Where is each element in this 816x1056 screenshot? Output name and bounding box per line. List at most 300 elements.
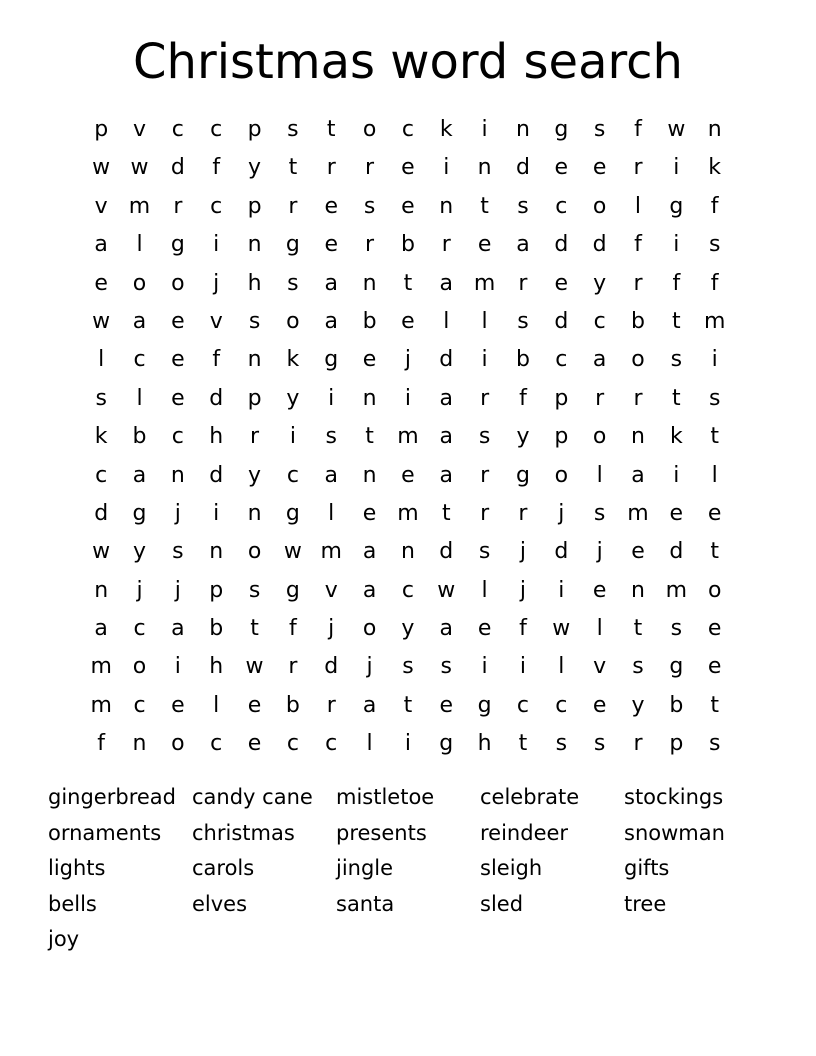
grid-letter: p — [669, 731, 684, 757]
grid-letter: e — [171, 347, 185, 373]
grid-letter: n — [707, 117, 722, 142]
grid-letter: n — [439, 193, 454, 219]
grid-letter: t — [710, 539, 719, 565]
grid-letter: b — [515, 347, 530, 373]
grid-letter: g — [477, 692, 492, 718]
grid-letter: f — [519, 385, 527, 411]
grid-letter: o — [171, 270, 185, 296]
grid-letter: e — [439, 692, 454, 718]
grid-letter: o — [247, 539, 262, 565]
grid-letter: c — [171, 117, 184, 142]
grid-letter: y — [631, 692, 645, 718]
grid-letter: s — [555, 731, 568, 757]
grid-row — [82, 648, 734, 686]
grid-letter: s — [287, 270, 299, 296]
grid-letter: y — [248, 155, 262, 181]
grid-letter: l — [366, 731, 373, 757]
grid-letter: a — [324, 462, 338, 488]
grid-letter: y — [516, 424, 530, 450]
grid-letter: r — [288, 654, 298, 680]
grid-letter: t — [710, 692, 719, 718]
grid-letter: s — [708, 731, 721, 757]
grid-letter: r — [633, 385, 643, 411]
grid-letter: a — [94, 616, 108, 642]
grid-letter: i — [213, 500, 220, 526]
grid-letter: s — [478, 539, 491, 565]
word-list — [48, 780, 788, 958]
grid-letter: c — [210, 731, 223, 757]
grid-letter: s — [632, 654, 644, 680]
grid-letter: b — [669, 692, 684, 718]
grid-letter: d — [209, 462, 224, 488]
word-list-item: mistletoe — [336, 785, 435, 809]
grid-letter: b — [285, 692, 300, 718]
grid-letter: t — [288, 155, 298, 181]
grid-letter: m — [627, 500, 649, 526]
grid-row — [82, 687, 734, 725]
grid-letter: m — [128, 193, 151, 219]
grid-letter: n — [362, 270, 377, 296]
grid-letter: a — [362, 577, 377, 603]
grid-letter: a — [439, 385, 453, 411]
grid-letter: c — [555, 193, 568, 219]
grid-letter: s — [478, 424, 491, 450]
grid-letter: p — [247, 117, 262, 142]
grid-letter: l — [711, 462, 718, 488]
grid-letter: f — [710, 270, 719, 296]
grid-letter: r — [633, 270, 643, 296]
grid-letter: f — [97, 731, 106, 757]
grid-letter: j — [596, 539, 603, 565]
grid-letter: n — [247, 347, 262, 373]
grid-letter: t — [518, 731, 528, 757]
grid-letter: e — [94, 270, 108, 296]
grid-letter: w — [245, 654, 264, 680]
grid-letter: l — [596, 616, 603, 642]
grid-letter: s — [517, 308, 529, 334]
grid-letter: y — [286, 385, 300, 411]
grid-letter: a — [439, 270, 453, 296]
grid-letter: t — [710, 424, 719, 450]
grid-letter: e — [592, 692, 607, 718]
grid-letter: n — [362, 385, 377, 411]
grid-letter: e — [477, 232, 492, 258]
letter-grid — [82, 111, 734, 764]
word-list-item: joy — [48, 927, 80, 951]
grid-letter: s — [593, 500, 606, 526]
grid-letter: d — [592, 232, 607, 258]
grid-letter: p — [94, 117, 109, 142]
grid-letter: g — [669, 193, 684, 219]
word-list-item: sled — [480, 891, 524, 916]
grid-letter: l — [98, 347, 105, 373]
word-list-item: snowman — [624, 820, 725, 845]
grid-letter: a — [132, 462, 147, 488]
page-title: Christmas word search — [133, 34, 683, 90]
grid-letter: w — [92, 539, 111, 565]
grid-letter: a — [362, 539, 377, 565]
grid-letter: c — [325, 731, 338, 757]
grid-row — [82, 265, 734, 303]
grid-letter: i — [443, 155, 450, 181]
grid-letter: p — [247, 385, 262, 411]
grid-letter: o — [707, 577, 722, 603]
grid-letter: d — [515, 155, 530, 181]
grid-letter: f — [212, 155, 221, 181]
grid-letter: i — [404, 731, 411, 757]
grid-letter: t — [403, 270, 413, 296]
word-list-item: gingerbread — [48, 785, 176, 809]
grid-letter: o — [631, 347, 645, 373]
grid-letter: c — [95, 462, 108, 488]
grid-letter: w — [92, 155, 111, 181]
grid-letter: j — [328, 616, 335, 642]
grid-letter: b — [209, 616, 224, 642]
grid-letter: d — [554, 308, 569, 334]
grid-letter: j — [136, 577, 143, 603]
grid-letter: e — [171, 385, 185, 411]
grid-letter: i — [673, 462, 680, 488]
grid-letter: c — [593, 308, 606, 334]
grid-letter: l — [136, 232, 143, 258]
grid-letter: c — [555, 692, 568, 718]
grid-letter: a — [516, 232, 530, 258]
grid-letter: e — [631, 539, 645, 565]
word-list-item: tree — [624, 891, 667, 916]
grid-letter: l — [136, 385, 143, 411]
grid-letter: i — [481, 347, 488, 373]
grid-letter: s — [325, 424, 337, 450]
grid-letter: m — [703, 308, 726, 334]
grid-letter: k — [708, 155, 722, 181]
grid-letter: j — [366, 654, 373, 680]
grid-letter: r — [633, 731, 643, 757]
grid-letter: l — [481, 577, 488, 603]
grid-letter: c — [171, 424, 184, 450]
word-list-item: elves — [192, 891, 248, 916]
grid-letter: r — [288, 193, 298, 219]
grid-letter: o — [362, 117, 377, 142]
grid-letter: o — [286, 308, 300, 334]
grid-letter: e — [707, 616, 722, 642]
grid-row — [82, 188, 734, 226]
grid-row — [82, 418, 734, 456]
grid-letter: b — [631, 308, 645, 334]
grid-letter: b — [132, 424, 147, 450]
grid-row — [82, 610, 734, 648]
grid-letter: n — [631, 577, 645, 603]
grid-letter: n — [631, 424, 645, 450]
grid-letter: b — [400, 232, 415, 258]
grid-letter: l — [596, 462, 603, 488]
grid-letter: w — [92, 308, 111, 334]
grid-letter: e — [401, 155, 415, 181]
grid-row — [82, 111, 734, 149]
grid-letter: r — [480, 500, 490, 526]
grid-letter: s — [172, 539, 184, 565]
grid-letter: f — [519, 616, 527, 642]
grid-letter: m — [320, 539, 342, 565]
grid-letter: w — [437, 577, 456, 603]
grid-letter: d — [324, 654, 339, 680]
word-list-item: celebrate — [480, 785, 580, 809]
grid-letter: r — [173, 193, 183, 219]
grid-letter: y — [593, 270, 607, 296]
grid-letter: v — [133, 117, 147, 142]
grid-letter: a — [324, 308, 338, 334]
grid-letter: d — [439, 347, 454, 373]
grid-letter: v — [209, 308, 223, 334]
grid-letter: c — [401, 117, 414, 142]
grid-letter: n — [94, 577, 109, 603]
grid-row — [82, 495, 734, 533]
grid-letter: k — [286, 347, 300, 373]
grid-letter: m — [397, 424, 419, 450]
grid-letter: k — [439, 117, 453, 142]
grid-letter: g — [285, 500, 300, 526]
grid-letter: k — [94, 424, 108, 450]
grid-letter: e — [324, 232, 338, 258]
grid-letter: s — [248, 308, 261, 334]
word-list-item: candy cane — [192, 785, 313, 809]
grid-letter: e — [592, 155, 607, 181]
grid-letter: d — [439, 539, 454, 565]
grid-letter: a — [362, 692, 377, 718]
grid-letter: a — [592, 347, 607, 373]
grid-letter: a — [439, 424, 453, 450]
grid-letter: h — [209, 654, 224, 680]
grid-letter: a — [171, 616, 185, 642]
grid-letter: p — [247, 193, 262, 219]
grid-letter: j — [519, 539, 527, 565]
grid-letter: j — [174, 577, 181, 603]
grid-letter: r — [250, 424, 260, 450]
grid-letter: t — [672, 308, 681, 334]
grid-letter: g — [285, 232, 300, 258]
word-list-item: santa — [336, 891, 395, 916]
grid-letter: w — [552, 616, 571, 642]
grid-row — [82, 380, 734, 418]
grid-letter: c — [210, 193, 223, 219]
grid-letter: t — [250, 616, 259, 642]
grid-letter: g — [439, 731, 454, 757]
grid-letter: g — [170, 232, 185, 258]
grid-letter: a — [439, 616, 453, 642]
grid-letter: g — [132, 500, 147, 526]
grid-letter: r — [480, 385, 490, 411]
grid-letter: e — [171, 692, 185, 718]
grid-letter: n — [247, 500, 262, 526]
grid-letter: m — [473, 270, 496, 296]
grid-letter: w — [283, 539, 302, 565]
word-list-item: lights — [48, 856, 106, 880]
word-list-item: jingle — [336, 856, 394, 880]
grid-letter: i — [711, 347, 718, 373]
grid-row — [82, 226, 734, 264]
grid-letter: o — [592, 193, 607, 219]
grid-letter: i — [213, 232, 220, 258]
grid-letter: t — [633, 616, 643, 642]
grid-letter: i — [519, 654, 527, 680]
grid-letter: i — [673, 155, 680, 181]
grid-letter: n — [515, 117, 530, 142]
grid-letter: o — [132, 654, 147, 680]
grid-letter: i — [289, 424, 296, 450]
grid-letter: a — [324, 270, 338, 296]
grid-letter: c — [286, 731, 299, 757]
grid-letter: d — [669, 539, 684, 565]
word-list-item: christmas — [192, 820, 295, 845]
grid-letter: l — [634, 193, 642, 219]
grid-letter: v — [593, 654, 607, 680]
grid-letter: m — [90, 654, 112, 680]
grid-letter: g — [285, 577, 300, 603]
grid-letter: e — [592, 577, 607, 603]
grid-letter: s — [670, 616, 683, 642]
grid-letter: r — [326, 692, 336, 718]
grid-letter: n — [132, 731, 147, 757]
grid-letter: j — [174, 500, 181, 526]
grid-letter: a — [94, 232, 108, 258]
grid-row — [82, 341, 734, 379]
grid-letter: y — [133, 539, 147, 565]
grid-letter: l — [443, 308, 450, 334]
grid-letter: o — [554, 462, 569, 488]
grid-row — [82, 303, 734, 341]
grid-letter: f — [289, 616, 297, 642]
word-list-item: stockings — [624, 785, 724, 809]
grid-letter: f — [634, 232, 642, 258]
word-list-item: bells — [48, 891, 97, 916]
grid-letter: t — [672, 385, 681, 411]
grid-letter: w — [667, 117, 686, 142]
grid-letter: e — [362, 500, 377, 526]
grid-letter: e — [171, 308, 185, 334]
grid-row — [82, 572, 734, 610]
grid-letter: d — [209, 385, 224, 411]
grid-letter: n — [209, 539, 224, 565]
grid-letter: v — [324, 577, 338, 603]
grid-letter: e — [401, 462, 415, 488]
grid-letter: c — [516, 692, 529, 718]
word-list-item: presents — [336, 820, 427, 845]
grid-letter: s — [363, 193, 376, 219]
grid-letter: j — [213, 270, 220, 296]
grid-letter: f — [634, 117, 642, 142]
grid-letter: n — [247, 232, 262, 258]
grid-letter: s — [440, 654, 452, 680]
grid-letter: n — [170, 462, 185, 488]
grid-letter: e — [362, 347, 377, 373]
word-list-item: reindeer — [480, 820, 569, 845]
grid-letter: l — [213, 692, 220, 718]
grid-letter: a — [439, 462, 453, 488]
grid-letter: c — [133, 347, 146, 373]
grid-letter: d — [554, 232, 569, 258]
grid-letter: i — [558, 577, 565, 603]
grid-letter: h — [209, 424, 224, 450]
grid-letter: y — [248, 462, 262, 488]
grid-letter: e — [247, 692, 262, 718]
grid-letter: h — [477, 731, 492, 757]
grid-letter: l — [481, 308, 488, 334]
grid-letter: m — [90, 692, 112, 718]
grid-letter: i — [404, 385, 411, 411]
grid-letter: i — [481, 117, 488, 142]
grid-letter: m — [397, 500, 419, 526]
grid-letter: s — [670, 347, 683, 373]
grid-letter: a — [631, 462, 645, 488]
grid-letter: e — [477, 616, 492, 642]
grid-letter: p — [554, 424, 569, 450]
grid-letter: h — [247, 270, 262, 296]
grid-letter: n — [477, 155, 492, 181]
grid-letter: r — [480, 462, 490, 488]
grid-letter: c — [210, 117, 223, 142]
grid-letter: d — [170, 155, 185, 181]
grid-letter: c — [555, 347, 568, 373]
grid-letter: c — [133, 692, 146, 718]
grid-letter: t — [480, 193, 489, 219]
grid-letter: g — [324, 347, 339, 373]
grid-letter: o — [592, 424, 607, 450]
grid-letter: e — [669, 500, 684, 526]
grid-letter: s — [593, 731, 606, 757]
grid-letter: i — [673, 232, 680, 258]
grid-letter: e — [707, 654, 722, 680]
grid-row — [82, 533, 734, 571]
grid-letter: i — [174, 654, 181, 680]
grid-row — [82, 457, 734, 495]
grid-letter: m — [665, 577, 688, 603]
grid-letter: l — [558, 654, 565, 680]
grid-letter: s — [517, 193, 529, 219]
grid-letter: s — [402, 654, 414, 680]
word-list-item: sleigh — [480, 856, 543, 880]
grid-letter: r — [518, 270, 528, 296]
word-list-item: ornaments — [48, 820, 162, 845]
grid-letter: e — [401, 308, 415, 334]
grid-letter: f — [672, 270, 681, 296]
grid-letter: r — [365, 155, 375, 181]
grid-letter: e — [247, 731, 262, 757]
grid-letter: c — [133, 616, 146, 642]
grid-row — [82, 725, 734, 763]
grid-letter: j — [404, 347, 411, 373]
grid-letter: f — [710, 193, 719, 219]
grid-letter: v — [94, 193, 108, 219]
grid-letter: p — [554, 385, 569, 411]
word-list-item: carols — [192, 856, 255, 880]
grid-letter: r — [633, 155, 643, 181]
grid-letter: s — [287, 117, 299, 142]
grid-letter: t — [326, 117, 336, 142]
grid-letter: o — [362, 616, 377, 642]
grid-letter: n — [400, 539, 415, 565]
grid-letter: e — [554, 270, 569, 296]
word-list-item: gifts — [624, 856, 670, 880]
grid-letter: n — [362, 462, 377, 488]
grid-letter: l — [328, 500, 335, 526]
grid-letter: s — [95, 385, 107, 411]
grid-letter: j — [519, 577, 527, 603]
grid-letter: s — [248, 577, 261, 603]
grid-letter: t — [403, 692, 413, 718]
grid-letter: o — [171, 731, 185, 757]
grid-letter: k — [669, 424, 683, 450]
grid-letter: g — [515, 462, 530, 488]
grid-letter: s — [593, 117, 606, 142]
